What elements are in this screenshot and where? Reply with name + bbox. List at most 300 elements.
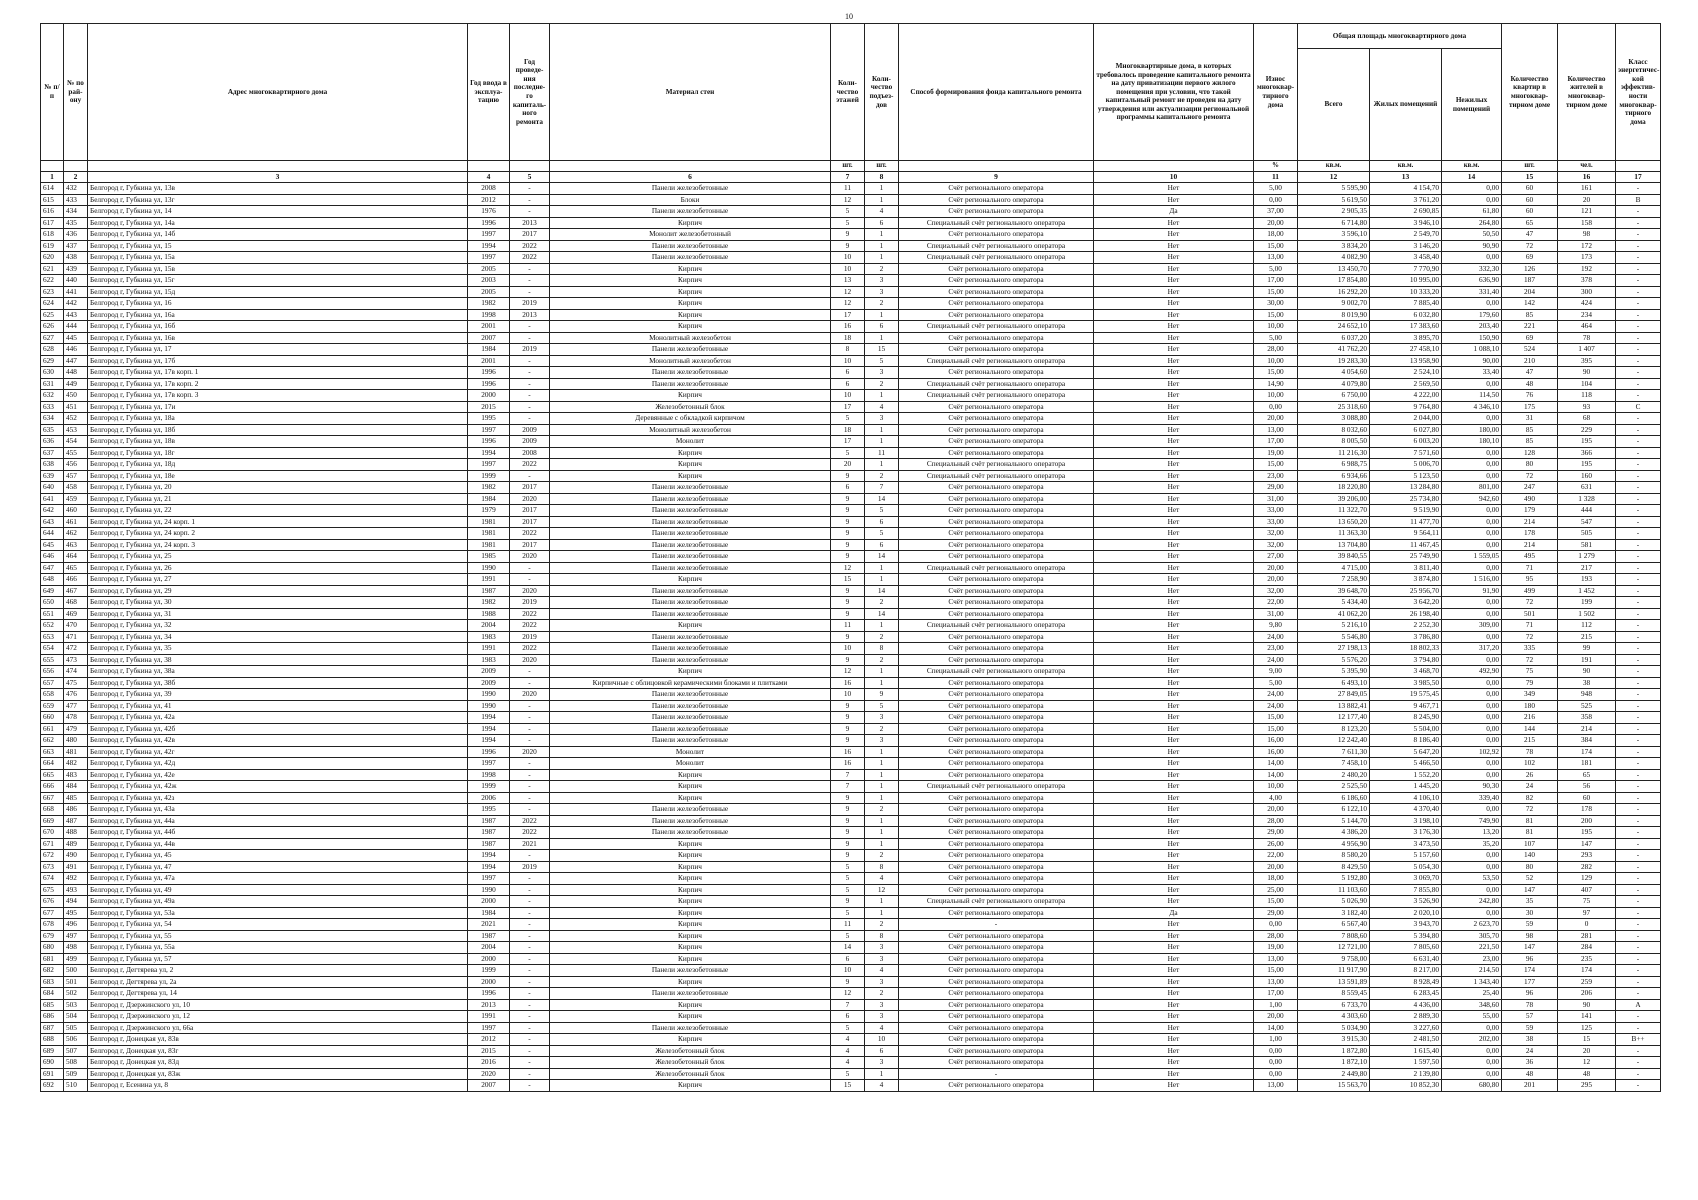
- wear-percent: 16,00: [1254, 746, 1298, 758]
- entrances: 2: [865, 298, 899, 310]
- area-nonliving: 90,30: [1442, 781, 1502, 793]
- area-total: 7 258,90: [1298, 574, 1370, 586]
- apartments: 69: [1502, 332, 1558, 344]
- energy-class: -: [1616, 332, 1661, 344]
- wall-material: Кирпич: [550, 1011, 831, 1023]
- floors: 17: [831, 401, 865, 413]
- energy-class: -: [1616, 551, 1661, 563]
- floors: 9: [831, 838, 865, 850]
- floors: 9: [831, 815, 865, 827]
- year-repair: -: [510, 919, 550, 931]
- repair-required: Нет: [1094, 735, 1254, 747]
- table-row: [41, 240, 1661, 252]
- address: Белгород г, Губкина ул, 26: [88, 562, 468, 574]
- residents: 281: [1558, 930, 1616, 942]
- wall-material: Кирпич: [550, 838, 831, 850]
- area-nonliving: 214,50: [1442, 965, 1502, 977]
- address: Белгород г, Губкина ул, 49: [88, 884, 468, 896]
- row-number: 654: [41, 643, 64, 655]
- area-living: 3 176,30: [1370, 827, 1442, 839]
- area-nonliving: 0,00: [1442, 631, 1502, 643]
- year-repair: 2020: [510, 585, 550, 597]
- district-number: 455: [64, 447, 88, 459]
- address: Белгород г, Есенина ул, 8: [88, 1080, 468, 1092]
- area-nonliving: 102,92: [1442, 746, 1502, 758]
- wall-material: Монолит: [550, 746, 831, 758]
- wall-material: Панели железобетонные: [550, 562, 831, 574]
- energy-class: -: [1616, 367, 1661, 379]
- area-nonliving: 0,00: [1442, 884, 1502, 896]
- table-row: [41, 436, 1661, 448]
- year-repair: 2019: [510, 631, 550, 643]
- area-total: 5 026,90: [1298, 896, 1370, 908]
- row-number: 690: [41, 1057, 64, 1069]
- area-living: 2 569,50: [1370, 378, 1442, 390]
- district-number: 443: [64, 309, 88, 321]
- header-year-built: Год ввода в эксплуа-тацию: [468, 24, 510, 161]
- year-repair: -: [510, 286, 550, 298]
- area-total: 8 123,20: [1298, 723, 1370, 735]
- entrances: 3: [865, 999, 899, 1011]
- area-nonliving: 0,00: [1442, 861, 1502, 873]
- district-number: 496: [64, 919, 88, 931]
- address: Белгород г, Губкина ул, 24 корп. 1: [88, 516, 468, 528]
- row-number: 681: [41, 953, 64, 965]
- header-area-group: Общая площадь многоквартирного дома: [1298, 24, 1502, 49]
- district-number: 468: [64, 597, 88, 609]
- area-nonliving: 35,20: [1442, 838, 1502, 850]
- residents: 948: [1558, 689, 1616, 701]
- residents: 295: [1558, 1080, 1616, 1092]
- energy-class: -: [1616, 781, 1661, 793]
- year-repair: -: [510, 896, 550, 908]
- area-nonliving: 0,00: [1442, 723, 1502, 735]
- residents: 235: [1558, 953, 1616, 965]
- table-body: [41, 183, 1661, 1092]
- area-nonliving: 1 559,05: [1442, 551, 1502, 563]
- fund-method: Счёт регионального оператора: [899, 873, 1094, 885]
- district-number: 460: [64, 505, 88, 517]
- year-repair: 2019: [510, 298, 550, 310]
- wear-percent: 13,00: [1254, 252, 1298, 264]
- energy-class: -: [1616, 539, 1661, 551]
- residents: 20: [1558, 194, 1616, 206]
- table-row: [41, 1068, 1661, 1080]
- address: Белгород г, Дегтярева ул, 2: [88, 965, 468, 977]
- floors: 16: [831, 677, 865, 689]
- floors: 8: [831, 344, 865, 356]
- fund-method: Счёт регионального оператора: [899, 999, 1094, 1011]
- year-repair: 2019: [510, 861, 550, 873]
- apartments: 75: [1502, 666, 1558, 678]
- year-repair: 2022: [510, 252, 550, 264]
- floors: 5: [831, 413, 865, 425]
- floors: 15: [831, 574, 865, 586]
- address: Белгород г, Дегтярева ул, 2а: [88, 976, 468, 988]
- district-number: 451: [64, 401, 88, 413]
- entrances: 8: [865, 861, 899, 873]
- energy-class: -: [1616, 482, 1661, 494]
- residents: 195: [1558, 436, 1616, 448]
- apartments: 142: [1502, 298, 1558, 310]
- area-living: 4 222,00: [1370, 390, 1442, 402]
- table-row: [41, 298, 1661, 310]
- residents: 191: [1558, 654, 1616, 666]
- area-nonliving: 0,00: [1442, 252, 1502, 264]
- energy-class: -: [1616, 953, 1661, 965]
- row-number: 672: [41, 850, 64, 862]
- wall-material: Панели железобетонные: [550, 528, 831, 540]
- district-number: 481: [64, 746, 88, 758]
- table-row: [41, 183, 1661, 195]
- row-number: 677: [41, 907, 64, 919]
- year-built: 1990: [468, 884, 510, 896]
- row-number: 669: [41, 815, 64, 827]
- district-number: 489: [64, 838, 88, 850]
- area-living: 17 383,60: [1370, 321, 1442, 333]
- area-total: 27 198,13: [1298, 643, 1370, 655]
- wear-percent: 19,00: [1254, 942, 1298, 954]
- area-nonliving: 0,00: [1442, 1068, 1502, 1080]
- year-repair: -: [510, 942, 550, 954]
- entrances: 3: [865, 976, 899, 988]
- table-row: [41, 401, 1661, 413]
- address: Белгород г, Губкина ул, 47а: [88, 873, 468, 885]
- entrances: 8: [865, 930, 899, 942]
- wall-material: Панели железобетонные: [550, 827, 831, 839]
- area-nonliving: 0,00: [1442, 597, 1502, 609]
- entrances: 1: [865, 309, 899, 321]
- year-repair: -: [510, 930, 550, 942]
- district-number: 471: [64, 631, 88, 643]
- wear-percent: 29,00: [1254, 907, 1298, 919]
- row-number: 657: [41, 677, 64, 689]
- wall-material: Панели железобетонные: [550, 482, 831, 494]
- apartments: 60: [1502, 183, 1558, 195]
- area-living: 4 106,10: [1370, 792, 1442, 804]
- wall-material: Панели железобетонные: [550, 505, 831, 517]
- wear-percent: 33,00: [1254, 505, 1298, 517]
- repair-required: Нет: [1094, 677, 1254, 689]
- residents: 214: [1558, 723, 1616, 735]
- wall-material: Панели железобетонные: [550, 539, 831, 551]
- address: Белгород г, Губкина ул, 14б: [88, 229, 468, 241]
- area-total: 13 704,80: [1298, 539, 1370, 551]
- fund-method: Счёт регионального оператора: [899, 700, 1094, 712]
- floors: 9: [831, 792, 865, 804]
- area-nonliving: 0,00: [1442, 712, 1502, 724]
- residents: 90: [1558, 999, 1616, 1011]
- row-number: 649: [41, 585, 64, 597]
- wall-material: Панели железобетонные: [550, 700, 831, 712]
- district-number: 498: [64, 942, 88, 954]
- floors: 10: [831, 355, 865, 367]
- residents: 505: [1558, 528, 1616, 540]
- wear-percent: 24,00: [1254, 700, 1298, 712]
- wall-material: Панели железобетонные: [550, 516, 831, 528]
- energy-class: -: [1616, 597, 1661, 609]
- repair-required: Нет: [1094, 332, 1254, 344]
- residents: 195: [1558, 459, 1616, 471]
- area-total: 6 750,00: [1298, 390, 1370, 402]
- wear-percent: 37,00: [1254, 206, 1298, 218]
- address: Белгород г, Губкина ул, 42а: [88, 712, 468, 724]
- area-living: 2 889,30: [1370, 1011, 1442, 1023]
- fund-method: Счёт регионального оператора: [899, 309, 1094, 321]
- table-row: [41, 1011, 1661, 1023]
- area-total: 11 216,30: [1298, 447, 1370, 459]
- repair-required: Нет: [1094, 988, 1254, 1000]
- area-nonliving: 1 516,00: [1442, 574, 1502, 586]
- area-nonliving: 309,00: [1442, 620, 1502, 632]
- fund-method: Счёт регионального оператора: [899, 654, 1094, 666]
- row-number: 668: [41, 804, 64, 816]
- district-number: 506: [64, 1034, 88, 1046]
- fund-method: Специальный счёт регионального оператора: [899, 252, 1094, 264]
- year-built: 2020: [468, 1068, 510, 1080]
- wear-percent: 15,00: [1254, 286, 1298, 298]
- row-number: 631: [41, 378, 64, 390]
- year-repair: 2008: [510, 447, 550, 459]
- floors: 10: [831, 965, 865, 977]
- table-row: [41, 470, 1661, 482]
- year-repair: 2017: [510, 229, 550, 241]
- row-number: 639: [41, 470, 64, 482]
- residents: 444: [1558, 505, 1616, 517]
- year-repair: 2022: [510, 620, 550, 632]
- district-number: 500: [64, 965, 88, 977]
- wall-material: Железобетонный блок: [550, 1045, 831, 1057]
- year-repair: -: [510, 574, 550, 586]
- energy-class: -: [1616, 746, 1661, 758]
- repair-required: Нет: [1094, 229, 1254, 241]
- table-row: [41, 229, 1661, 241]
- wall-material: Кирпич: [550, 850, 831, 862]
- table-row: [41, 976, 1661, 988]
- area-living: 25 734,80: [1370, 493, 1442, 505]
- fund-method: Счёт регионального оператора: [899, 746, 1094, 758]
- fund-method: Специальный счёт регионального оператора: [899, 781, 1094, 793]
- wall-material: Монолит железобетонный: [550, 229, 831, 241]
- row-number: 658: [41, 689, 64, 701]
- repair-required: Нет: [1094, 344, 1254, 356]
- year-built: 2016: [468, 1057, 510, 1069]
- table-row: [41, 620, 1661, 632]
- energy-class: -: [1616, 804, 1661, 816]
- row-number: 614: [41, 183, 64, 195]
- year-built: 1997: [468, 424, 510, 436]
- year-repair: -: [510, 1068, 550, 1080]
- year-built: 1998: [468, 769, 510, 781]
- residents: 15: [1558, 1034, 1616, 1046]
- apartments: 126: [1502, 263, 1558, 275]
- apartments: 79: [1502, 677, 1558, 689]
- address: Белгород г, Губкина ул, 44б: [88, 827, 468, 839]
- table-row: [41, 355, 1661, 367]
- row-number: 623: [41, 286, 64, 298]
- floors: 4: [831, 1057, 865, 1069]
- area-total: 13 450,70: [1298, 263, 1370, 275]
- wear-percent: 9,80: [1254, 620, 1298, 632]
- row-number: 687: [41, 1022, 64, 1034]
- year-repair: -: [510, 712, 550, 724]
- residents: 90: [1558, 367, 1616, 379]
- wear-percent: 20,00: [1254, 804, 1298, 816]
- district-number: 453: [64, 424, 88, 436]
- fund-method: Счёт регионального оператора: [899, 827, 1094, 839]
- table-row: [41, 781, 1661, 793]
- area-total: 39 840,55: [1298, 551, 1370, 563]
- entrances: 1: [865, 620, 899, 632]
- energy-class: -: [1616, 723, 1661, 735]
- apartments: 335: [1502, 643, 1558, 655]
- address: Белгород г, Губкина ул, 17в корп. 2: [88, 378, 468, 390]
- floors: 12: [831, 194, 865, 206]
- apartments: 247: [1502, 482, 1558, 494]
- district-number: 488: [64, 827, 88, 839]
- area-nonliving: 114,50: [1442, 390, 1502, 402]
- floors: 4: [831, 1045, 865, 1057]
- year-built: 1994: [468, 723, 510, 735]
- address: Белгород г, Губкина ул, 18е: [88, 470, 468, 482]
- wear-percent: 19,00: [1254, 447, 1298, 459]
- address: Белгород г, Губкина ул, 15а: [88, 252, 468, 264]
- wall-material: Железобетонный блок: [550, 1057, 831, 1069]
- residents: 366: [1558, 447, 1616, 459]
- table-row: [41, 562, 1661, 574]
- residents: 93: [1558, 401, 1616, 413]
- address: Белгород г, Губкина ул, 17в корп. 1: [88, 367, 468, 379]
- repair-required: Нет: [1094, 183, 1254, 195]
- repair-required: Нет: [1094, 608, 1254, 620]
- area-nonliving: 0,00: [1442, 459, 1502, 471]
- area-total: 8 580,20: [1298, 850, 1370, 862]
- unit-residents: чел.: [1558, 161, 1616, 172]
- area-living: 7 855,80: [1370, 884, 1442, 896]
- address: Белгород г, Губкина ул, 18а: [88, 413, 468, 425]
- repair-required: Нет: [1094, 666, 1254, 678]
- district-number: 439: [64, 263, 88, 275]
- area-living: 10 333,20: [1370, 286, 1442, 298]
- entrances: 7: [865, 482, 899, 494]
- entrances: 1: [865, 574, 899, 586]
- row-number: 636: [41, 436, 64, 448]
- repair-required: Нет: [1094, 275, 1254, 287]
- entrances: 3: [865, 942, 899, 954]
- area-nonliving: 0,00: [1442, 505, 1502, 517]
- district-number: 501: [64, 976, 88, 988]
- residents: 161: [1558, 183, 1616, 195]
- year-repair: -: [510, 988, 550, 1000]
- district-number: 435: [64, 217, 88, 229]
- address: Белгород г, Дегтярева ул, 14: [88, 988, 468, 1000]
- year-repair: -: [510, 1080, 550, 1092]
- table-row: [41, 689, 1661, 701]
- area-nonliving: 2 623,70: [1442, 919, 1502, 931]
- address: Белгород г, Губкина ул, 32: [88, 620, 468, 632]
- repair-required: Нет: [1094, 1045, 1254, 1057]
- area-living: 2 139,80: [1370, 1068, 1442, 1080]
- year-built: 1981: [468, 539, 510, 551]
- apartments: 59: [1502, 1022, 1558, 1034]
- unit-apartments: шт.: [1502, 161, 1558, 172]
- table-row: [41, 838, 1661, 850]
- energy-class: -: [1616, 562, 1661, 574]
- row-number: 674: [41, 873, 64, 885]
- floors: 5: [831, 884, 865, 896]
- energy-class: -: [1616, 919, 1661, 931]
- area-total: 3 596,10: [1298, 229, 1370, 241]
- year-built: 2004: [468, 620, 510, 632]
- fund-method: Счёт регионального оператора: [899, 528, 1094, 540]
- area-living: 8 245,90: [1370, 712, 1442, 724]
- repair-required: Нет: [1094, 758, 1254, 770]
- fund-method: Счёт регионального оператора: [899, 436, 1094, 448]
- year-built: 1997: [468, 252, 510, 264]
- entrances: 5: [865, 355, 899, 367]
- area-total: 4 386,20: [1298, 827, 1370, 839]
- wall-material: Деревянные с обкладкой кирпичом: [550, 413, 831, 425]
- district-number: 440: [64, 275, 88, 287]
- row-number: 651: [41, 608, 64, 620]
- residents: 20: [1558, 1045, 1616, 1057]
- wear-percent: 23,00: [1254, 470, 1298, 482]
- row-number: 615: [41, 194, 64, 206]
- floors: 9: [831, 896, 865, 908]
- floors: 9: [831, 827, 865, 839]
- area-living: 26 198,40: [1370, 608, 1442, 620]
- apartments: 178: [1502, 528, 1558, 540]
- floors: 6: [831, 367, 865, 379]
- fund-method: -: [899, 1068, 1094, 1080]
- wall-material: Панели железобетонные: [550, 723, 831, 735]
- table-row: [41, 539, 1661, 551]
- area-total: 5 034,90: [1298, 1022, 1370, 1034]
- wear-percent: 5,00: [1254, 183, 1298, 195]
- year-built: 1999: [468, 470, 510, 482]
- fund-method: Специальный счёт регионального оператора: [899, 470, 1094, 482]
- area-total: 11 322,70: [1298, 505, 1370, 517]
- fund-method: Счёт регионального оператора: [899, 1011, 1094, 1023]
- apartments: 60: [1502, 194, 1558, 206]
- floors: 5: [831, 206, 865, 218]
- address: Белгород г, Губкина ул, 44в: [88, 838, 468, 850]
- column-number: 11: [1254, 172, 1298, 183]
- residents: 78: [1558, 332, 1616, 344]
- wall-material: Панели железобетонные: [550, 815, 831, 827]
- wall-material: Панели железобетонные: [550, 551, 831, 563]
- address: Белгород г, Губкина ул, 15: [88, 240, 468, 252]
- area-nonliving: 150,90: [1442, 332, 1502, 344]
- table-row: [41, 735, 1661, 747]
- year-built: 1999: [468, 965, 510, 977]
- year-built: 1982: [468, 298, 510, 310]
- area-total: 5 144,70: [1298, 815, 1370, 827]
- energy-class: -: [1616, 758, 1661, 770]
- energy-class: -: [1616, 827, 1661, 839]
- year-repair: 2022: [510, 827, 550, 839]
- residents: 358: [1558, 712, 1616, 724]
- repair-required: Нет: [1094, 194, 1254, 206]
- address: Белгород г, Дзержинского ул, 10: [88, 999, 468, 1011]
- wall-material: Кирпич: [550, 873, 831, 885]
- table-row: [41, 953, 1661, 965]
- entrances: 8: [865, 643, 899, 655]
- area-living: 13 958,90: [1370, 355, 1442, 367]
- repair-required: Нет: [1094, 470, 1254, 482]
- year-repair: 2022: [510, 240, 550, 252]
- district-number: 457: [64, 470, 88, 482]
